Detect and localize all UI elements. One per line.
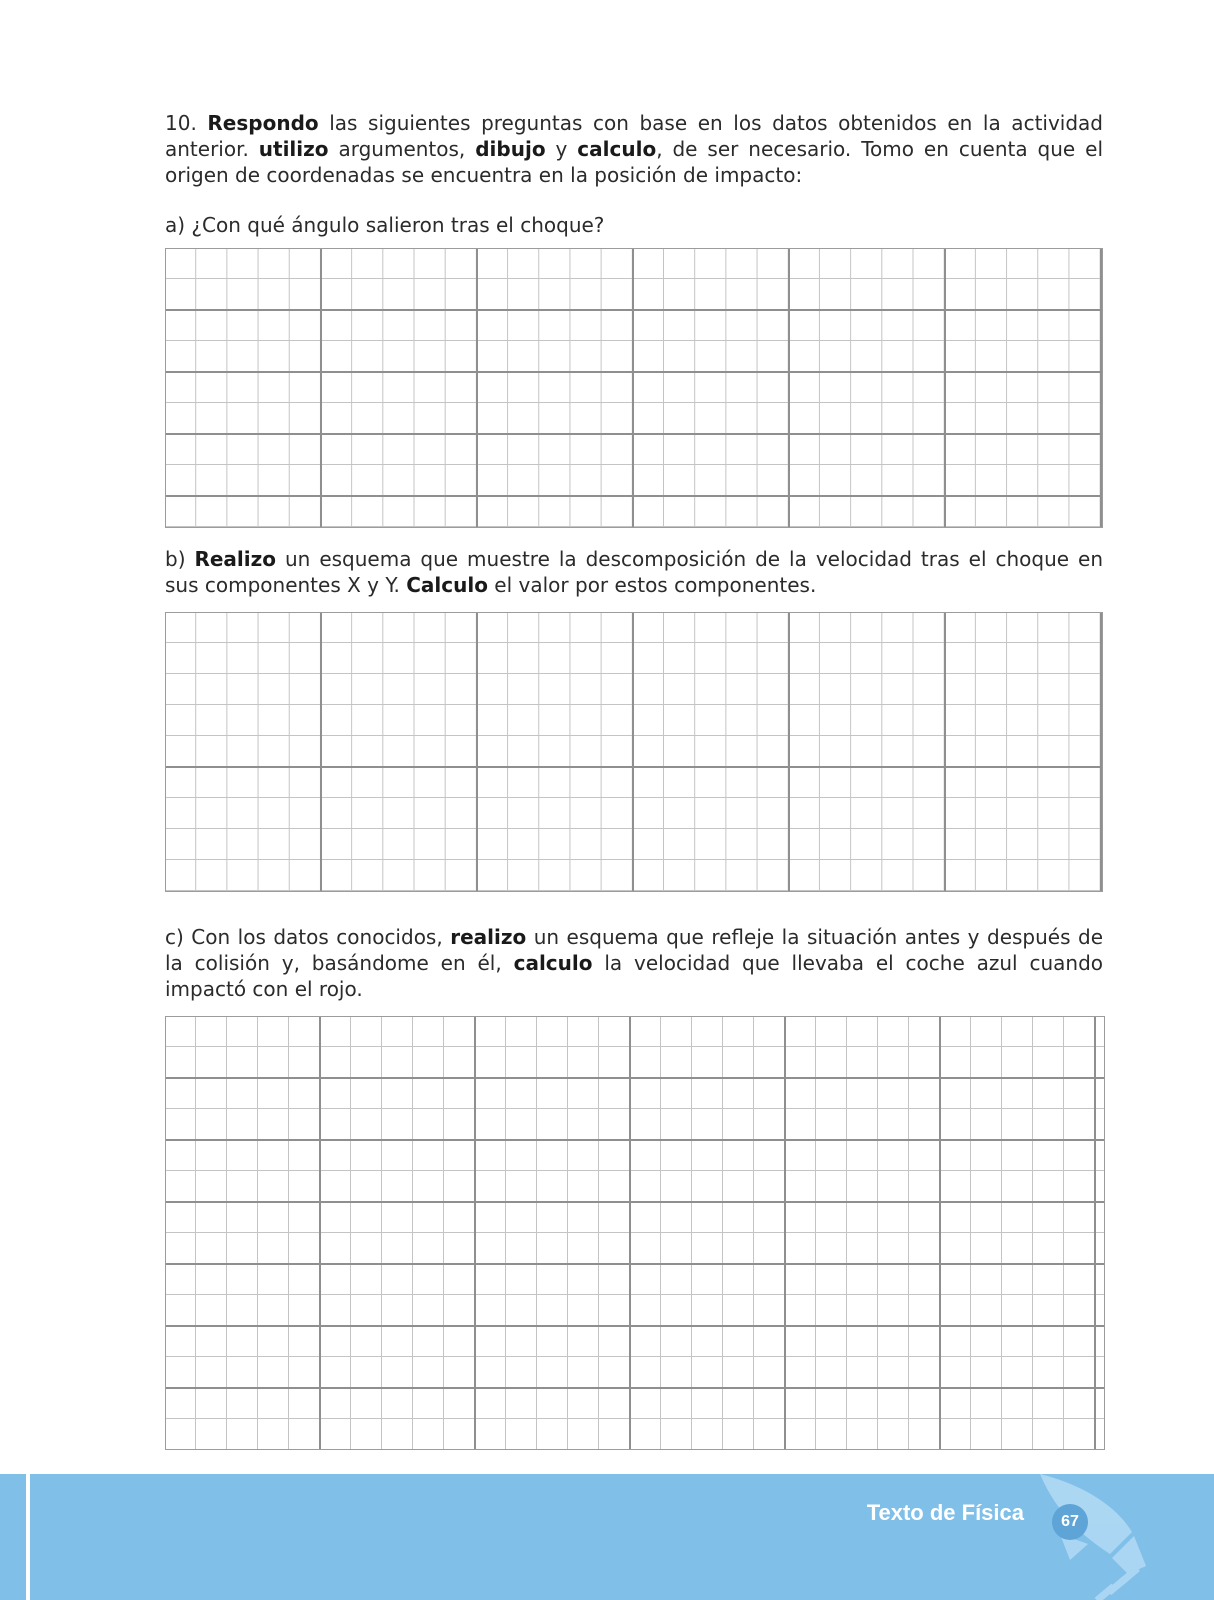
book-title: Texto de Física bbox=[866, 1500, 1024, 1525]
page-footer bbox=[0, 1474, 1214, 1600]
page-number-badge: 67 bbox=[1052, 1504, 1088, 1540]
footer-divider-stripe bbox=[26, 1474, 30, 1600]
part-a-question: a) ¿Con qué ángulo salieron tras el choque? bbox=[165, 213, 605, 237]
question-number: 10. bbox=[165, 111, 197, 135]
rocket-icon bbox=[1020, 1474, 1214, 1600]
question-10-instructions: 10. Respondo las siguientes preguntas con base en los datos obtenidos en la actividad anterior. utilizo argumentos, dibujo y calculo, de ser necesario. Tomo en cuenta que el origen de coordenadas se encuentra en la posición de impacto: bbox=[165, 111, 1104, 187]
answer-grid-c[interactable] bbox=[165, 1016, 1105, 1450]
part-c-question: c) Con los datos conocidos, realizo un esquema que refleje la situación antes y después de la colisión y, basándome en él, calculo la velocidad que llevaba el coche azul cuando impactó con el rojo. bbox=[165, 925, 1104, 1001]
answer-grid-b[interactable] bbox=[165, 612, 1103, 892]
part-b-question: b) Realizo un esquema que muestre la descomposición de la velocidad tras el choque en sus componentes X y Y. Calculo el valor por estos componentes. bbox=[165, 547, 1103, 597]
answer-grid-a[interactable] bbox=[165, 248, 1103, 528]
